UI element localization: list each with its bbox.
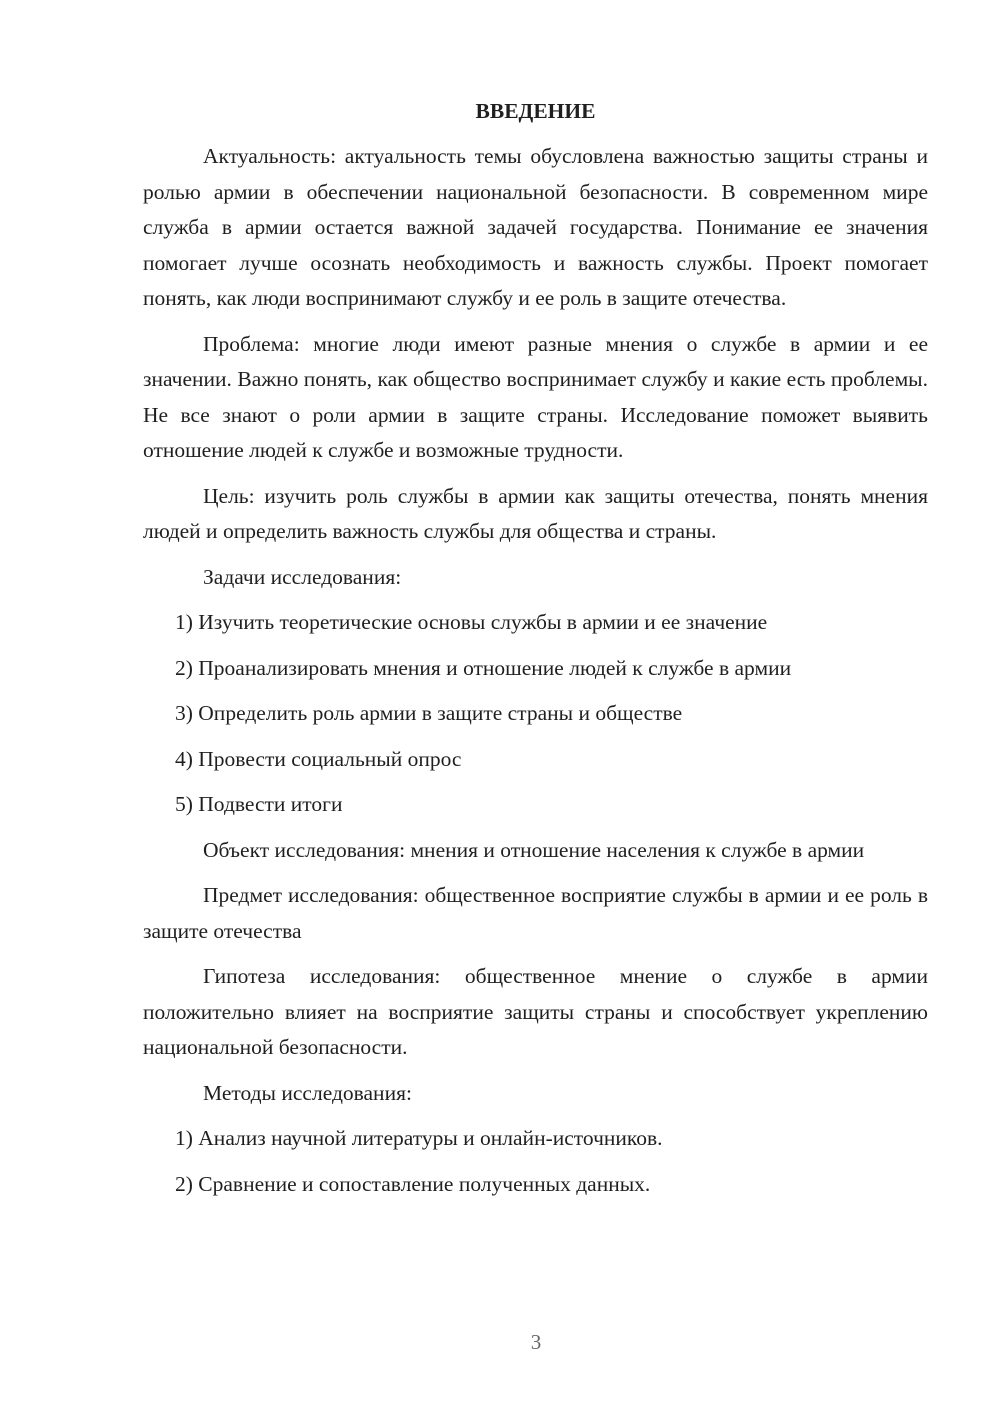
problem-paragraph: Проблема: многие люди имеют разные мнения о службе в армии и ее значении. Важно понять, как общество воспринимает службу и какие есть проблемы. Не все знают о роли армии в защите страны. Исследование поможет выявить отношение людей к службе и возможные трудности. (143, 331, 928, 462)
relevance-paragraph: Актуальность: актуальность темы обусловлена важностью защиты страны и ролью армии в обеспечении национальной безопасности. В современном мире служба в армии остается важной задачей государства. Понимание ее значения помогает лучше осознать необходимость и важность службы. Проект помогает понять, как люди воспринимают службу и ее роль в защите отечества. (143, 144, 928, 310)
task-item: 1) Изучить теоретические основы службы в армии и ее значение (175, 610, 768, 634)
task-item: 4) Провести социальный опрос (175, 746, 462, 771)
task-item: 2) Проанализировать мнения и отношение людей к службе в армии (175, 655, 792, 680)
page-content (143, 94, 928, 1212)
methods-heading: Методы исследования: (203, 1080, 412, 1105)
goal-paragraph: Цель: изучить роль службы в армии как защиты отечества, понять мнения людей и определить важность службы для общества и страны. (143, 483, 928, 543)
task-item: 5) Подвести итоги (175, 792, 343, 816)
method-item: 2) Сравнение и сопоставление полученных данных. (175, 1171, 651, 1196)
subject-paragraph: Предмет исследования: общественное восприятие службы в армии и ее роль в защите отечества (143, 883, 928, 943)
page-number: 3 (530, 1330, 542, 1354)
object-paragraph: Объект исследования: мнения и отношение населения к службе в армии (203, 837, 865, 862)
hypothesis-paragraph: Гипотеза исследования: общественное мнение о службе в армии положительно влияет на восприятие защиты страны и способствует укреплению национальной безопасности. (143, 964, 928, 1059)
task-item: 3) Определить роль армии в защите страны и обществе (175, 701, 683, 725)
tasks-heading: Задачи исследования: (203, 564, 402, 589)
section-title: ВВЕДЕНИЕ (475, 99, 596, 123)
method-item: 1) Анализ научной литературы и онлайн-источников. (175, 1126, 663, 1150)
